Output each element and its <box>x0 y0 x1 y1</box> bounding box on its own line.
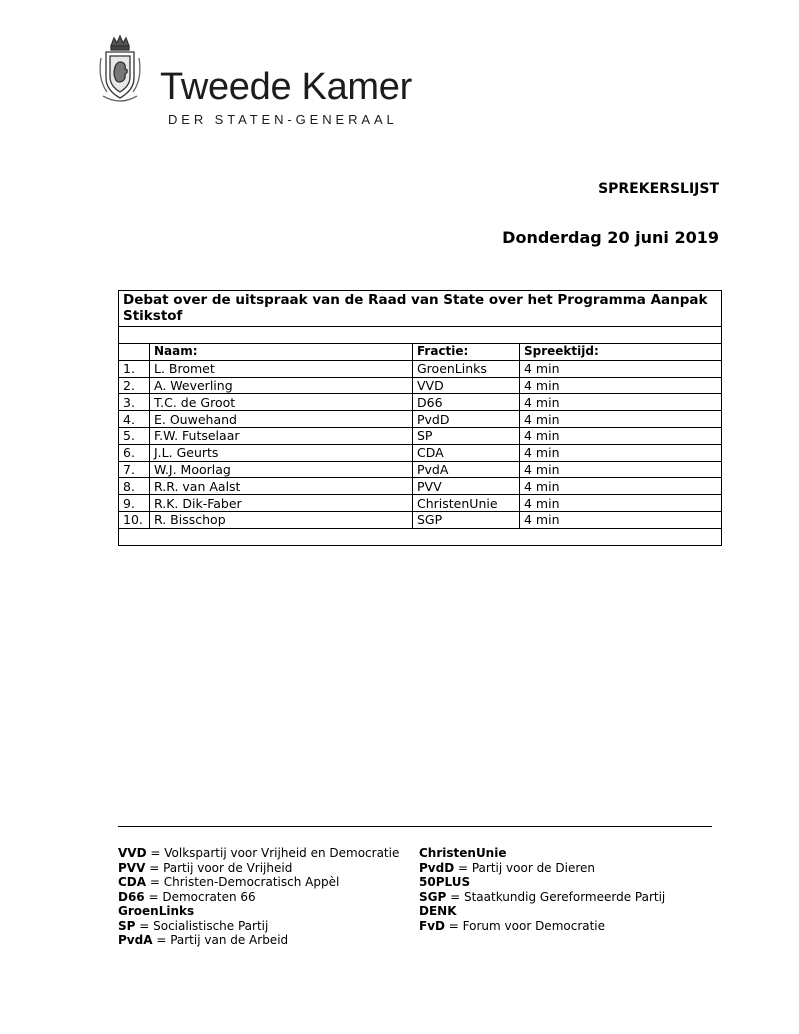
party-full-name: Democraten 66 <box>162 889 256 904</box>
legend-item: D66 = Democraten 66 <box>118 889 256 904</box>
speaker-number: 10. <box>119 511 150 528</box>
table-row <box>119 478 722 495</box>
tweede-kamer-logo <box>97 32 437 152</box>
table-row <box>119 427 722 444</box>
speaker-name: R.R. van Aalst <box>150 478 413 495</box>
speaker-number: 9. <box>119 495 150 512</box>
party-abbreviation: ChristenUnie <box>419 846 507 860</box>
speaker-name: F.W. Futselaar <box>150 427 413 444</box>
speaker-name: J.L. Geurts <box>150 444 413 461</box>
speaker-party: CDA <box>413 444 520 461</box>
speaker-number: 3. <box>119 394 150 411</box>
speaker-party: ChristenUnie <box>413 495 520 512</box>
header-cell-num <box>119 344 150 361</box>
speaker-number: 5. <box>119 427 150 444</box>
speaker-name: A. Weverling <box>150 377 413 394</box>
document-type: SPREKERSLIJST <box>598 181 719 197</box>
party-abbreviation: VVD <box>118 846 147 860</box>
speaker-time: 4 min <box>520 511 722 528</box>
legend-right-column <box>419 846 665 933</box>
party-abbreviation: FvD <box>419 918 445 933</box>
party-full-name: Partij van de Arbeid <box>170 933 289 947</box>
document-date: Donderdag 20 juni 2019 <box>502 228 719 247</box>
speaker-time: 4 min <box>520 427 722 444</box>
party-abbreviation: CDA <box>118 875 147 889</box>
crest-icon <box>97 32 143 108</box>
table-header-row <box>119 344 722 361</box>
speaker-party: PvdD <box>413 411 520 428</box>
header-time: Spreektijd: <box>520 344 722 361</box>
speaker-name: R. Bisschop <box>150 511 413 528</box>
legend-item: SGP = Staatkundig Gereformeerde Partij <box>419 889 666 904</box>
legend-item <box>419 904 665 919</box>
speaker-party: PVV <box>413 478 520 495</box>
speakers-table <box>118 290 722 546</box>
speaker-time: 4 min <box>520 360 722 377</box>
speaker-time: 4 min <box>520 495 722 512</box>
speaker-number: 7. <box>119 461 150 478</box>
speaker-name: R.K. Dik-Faber <box>150 495 413 512</box>
speaker-party: GroenLinks <box>413 360 520 377</box>
speaker-number: 4. <box>119 411 150 428</box>
header-name: Naam: <box>150 344 413 361</box>
legend-left-column <box>118 846 399 948</box>
party-abbreviation: GroenLinks <box>118 904 195 918</box>
party-abbreviation: 50PLUS <box>419 875 471 889</box>
party-abbreviation: DENK <box>419 904 457 918</box>
legend-item <box>118 904 399 919</box>
table-row <box>119 360 722 377</box>
table-row <box>119 394 722 411</box>
speaker-number: 1. <box>119 360 150 377</box>
debate-title: Debat over de uitspraak van de Raad van State over het Programma Aanpak Stikstof <box>119 291 722 327</box>
party-full-name: Christen-Democratisch Appèl <box>163 875 340 889</box>
speaker-party: D66 <box>413 394 520 411</box>
table-row <box>119 461 722 478</box>
speaker-name: E. Ouwehand <box>150 411 413 428</box>
speaker-time: 4 min <box>520 444 722 461</box>
speaker-party: VVD <box>413 377 520 394</box>
legend-item: CDA = Christen-Democratisch Appèl <box>118 875 340 889</box>
legend-item: PVV = Partij voor de Vrijheid <box>118 860 293 875</box>
speaker-name: W.J. Moorlag <box>150 461 413 478</box>
party-abbreviation: SGP <box>419 889 447 904</box>
brand-title: Tweede Kamer <box>160 66 412 108</box>
speaker-number: 6. <box>119 444 150 461</box>
speaker-party: SGP <box>413 511 520 528</box>
brand-subtitle: DER STATEN-GENERAAL <box>168 112 398 127</box>
spacer-row <box>119 528 722 545</box>
speaker-time: 4 min <box>520 461 722 478</box>
speaker-number: 2. <box>119 377 150 394</box>
party-full-name: Partij voor de Vrijheid <box>163 860 293 875</box>
speaker-name: T.C. de Groot <box>150 394 413 411</box>
legend-item <box>419 875 665 890</box>
party-full-name: Volkspartij voor Vrijheid en Democratie <box>164 846 400 860</box>
table-row <box>119 495 722 512</box>
party-abbreviation: D66 <box>118 889 145 904</box>
speaker-number: 8. <box>119 478 150 495</box>
legend-item <box>419 846 665 861</box>
party-full-name: Staatkundig Gereformeerde Partij <box>463 889 666 904</box>
party-abbreviation: SP <box>118 918 136 933</box>
table-row <box>119 377 722 394</box>
table-row <box>119 411 722 428</box>
party-abbreviation: PvdD <box>419 860 455 875</box>
speaker-time: 4 min <box>520 411 722 428</box>
legend-item: PvdD = Partij voor de Dieren <box>419 860 595 875</box>
speaker-time: 4 min <box>520 478 722 495</box>
speaker-party: PvdA <box>413 461 520 478</box>
footnote-divider <box>118 826 712 827</box>
party-abbreviation: PvdA <box>118 933 153 947</box>
legend-item: VVD = Volkspartij voor Vrijheid en Democratie <box>118 846 400 860</box>
party-full-name: Forum voor Democratie <box>462 918 606 933</box>
legend-item: PvdA = Partij van de Arbeid <box>118 933 289 947</box>
table-row <box>119 444 722 461</box>
speaker-party: SP <box>413 427 520 444</box>
party-abbreviation: PVV <box>118 860 146 875</box>
header-party: Fractie: <box>413 344 520 361</box>
party-full-name: Partij voor de Dieren <box>471 860 595 875</box>
spacer-row <box>119 327 722 344</box>
table-row <box>119 511 722 528</box>
speaker-time: 4 min <box>520 377 722 394</box>
legend-item: SP = Socialistische Partij <box>118 918 269 933</box>
debate-title-row <box>119 291 722 327</box>
speaker-name: L. Bromet <box>150 360 413 377</box>
party-full-name: Socialistische Partij <box>153 918 269 933</box>
legend-item: FvD = Forum voor Democratie <box>419 918 606 933</box>
speaker-time: 4 min <box>520 394 722 411</box>
